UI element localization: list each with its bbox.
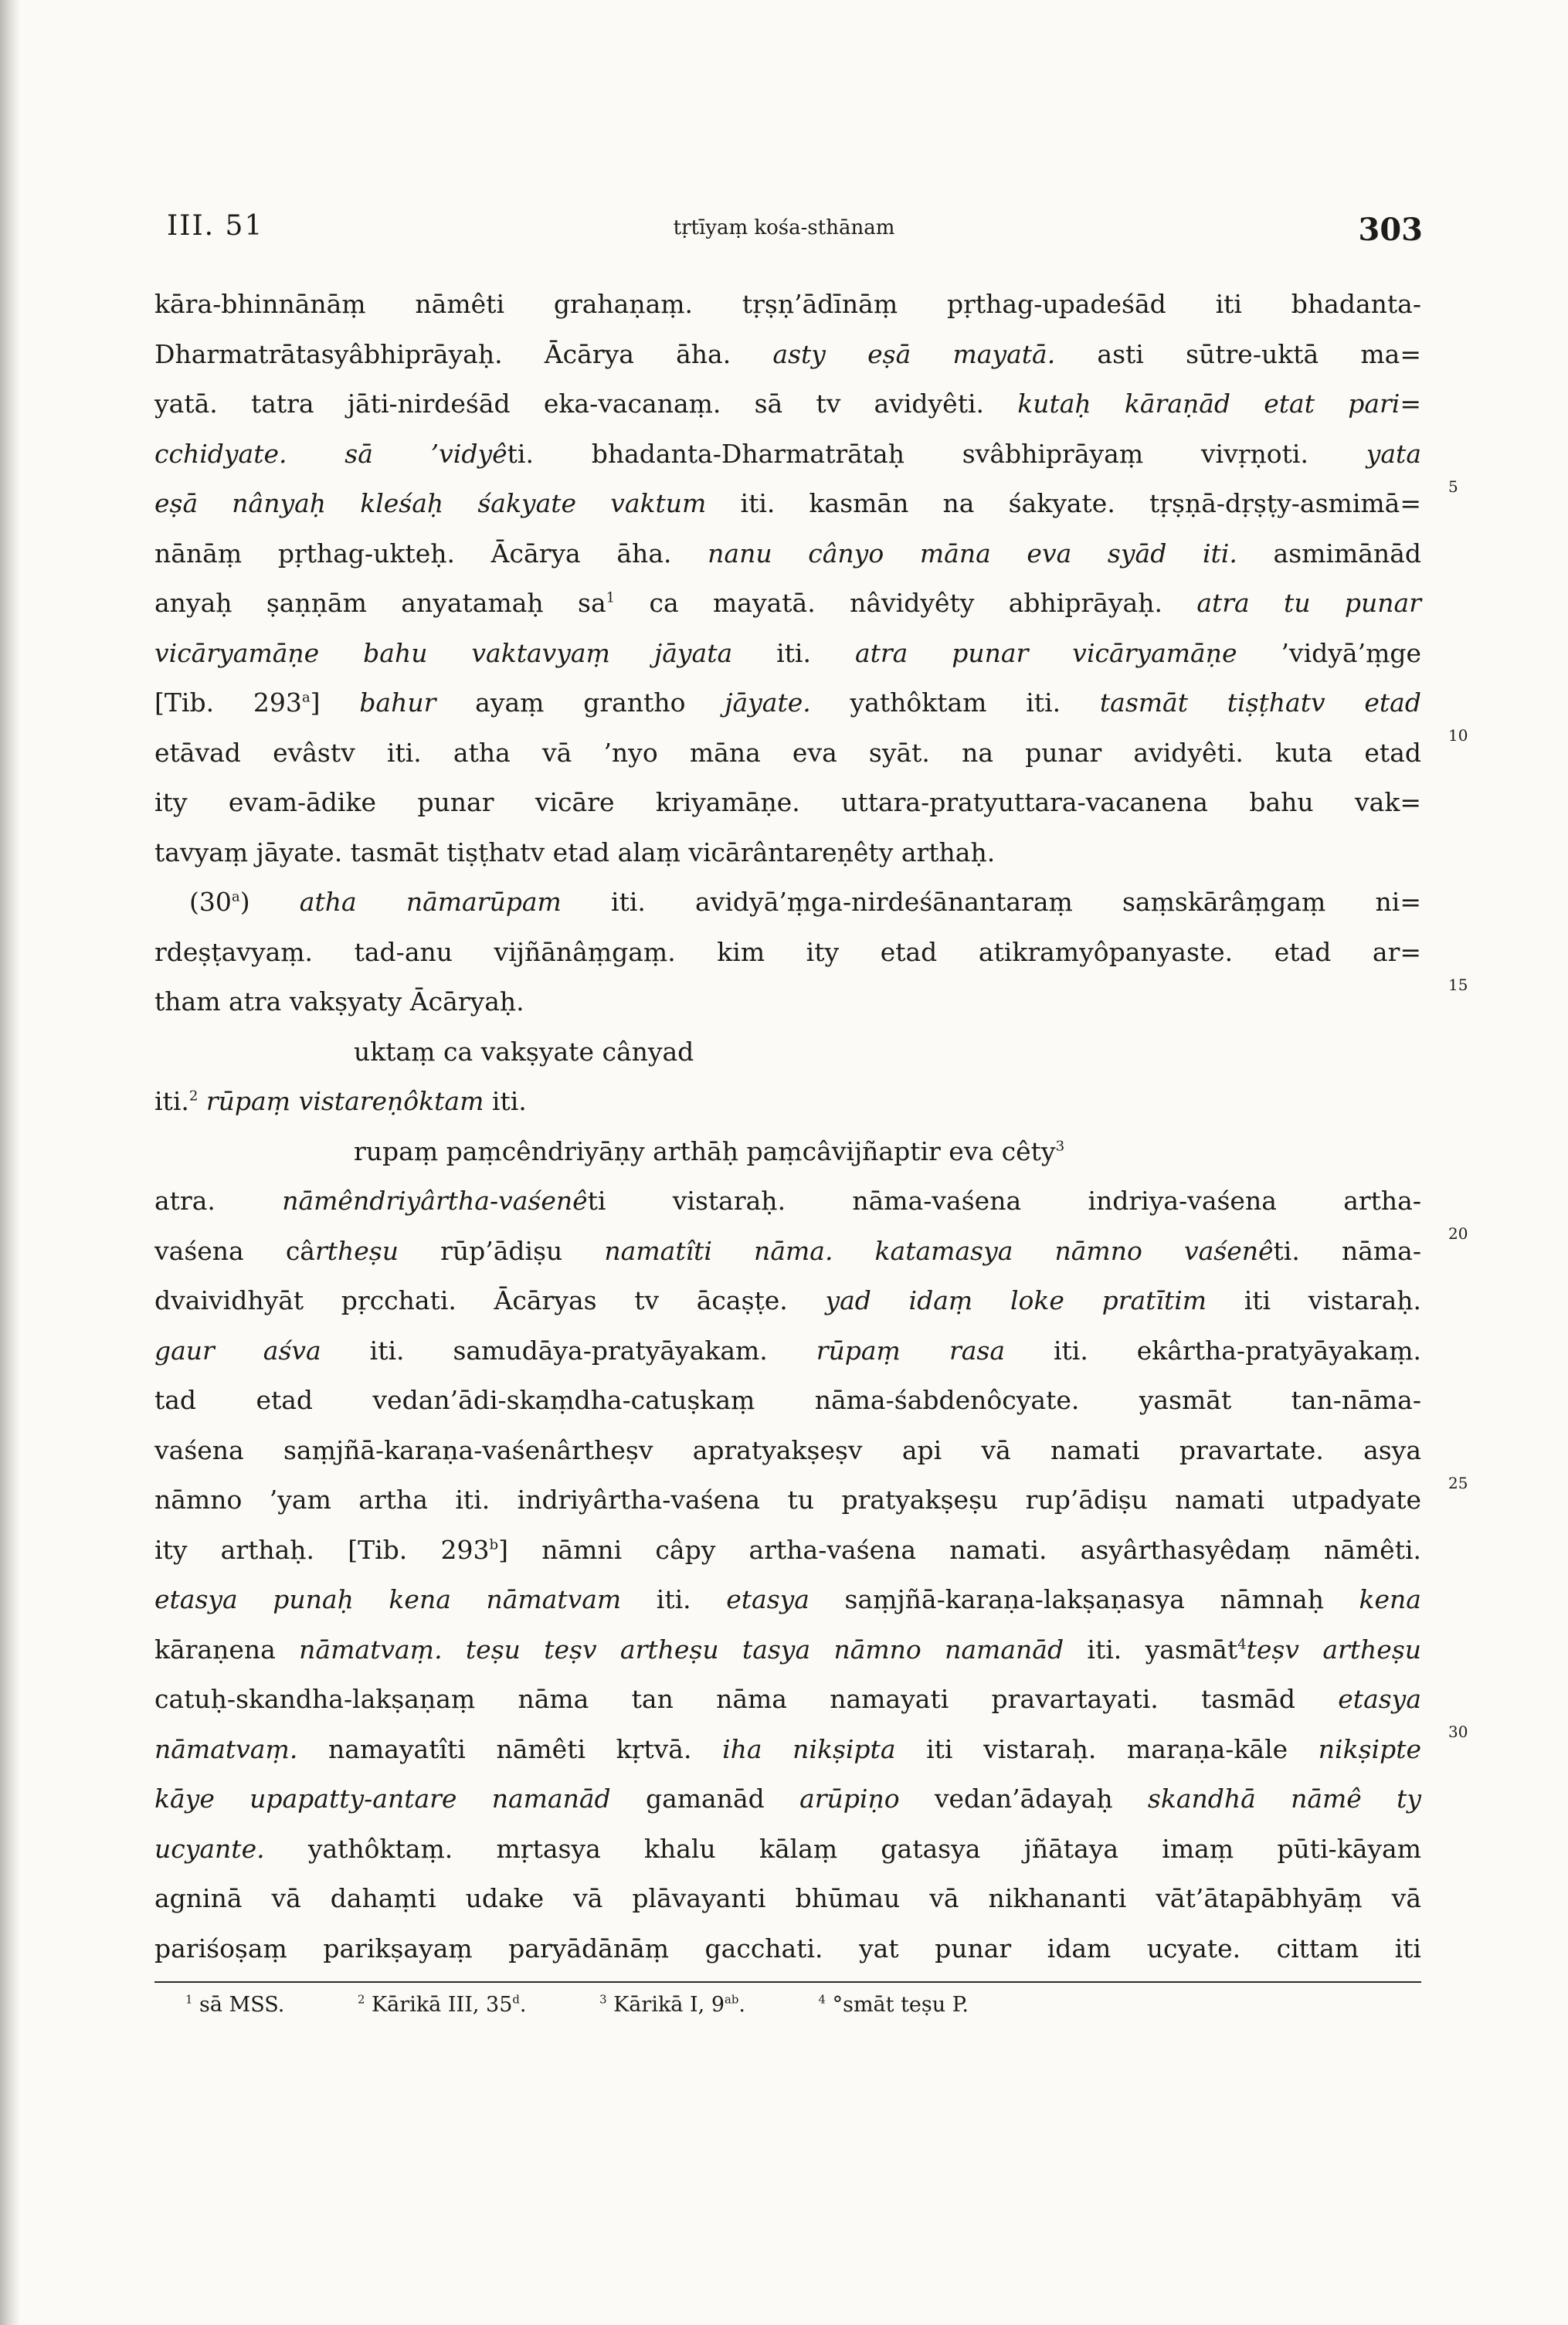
footnote-marker: a	[301, 689, 311, 706]
text-line	[154, 1824, 1421, 1875]
text-span: rūpaṃ vistareṇôktam	[205, 1086, 484, 1116]
text-line	[154, 1725, 1421, 1775]
text-span: vicāryamāṇe bahu vaktavyaṃ jāyata	[154, 637, 733, 668]
text-span: anyaḥ ṣaṇṇām anyatamaḥ sa	[154, 588, 606, 618]
running-title: tṛtīyaṃ kośa-sthānam	[673, 216, 895, 239]
text-span: iti.	[154, 1086, 189, 1116]
footnote-marker: 4	[1237, 1635, 1247, 1652]
text-line	[154, 280, 1421, 330]
text-span: saṃjñā-karaṇa-lakṣaṇasya nāmnaḥ	[809, 1584, 1359, 1614]
chapter-reference: III. 51	[167, 210, 264, 242]
text-span: vaśena câ	[154, 1235, 315, 1266]
text-span: atra.	[154, 1186, 283, 1216]
text-line	[154, 429, 1421, 480]
text-span: iti.	[732, 637, 855, 668]
text-span: (30	[189, 887, 232, 917]
text-span: kāra-bhinnānāṃ nāmêti grahaṇaṃ. tṛṣṇ’ādīnāṃ pṛthag-upadeśād iti bhadanta-	[154, 289, 1421, 319]
text-span: iti. ekârtha-pratyāyakaṃ.	[1005, 1335, 1421, 1366]
text-span: yathôktam iti.	[810, 687, 1100, 718]
page-number: 303	[1358, 212, 1423, 248]
footnote-1: $^1$ sā MSS.	[185, 1992, 285, 2017]
text-span: cchidyate. sā ’vidyê	[154, 438, 507, 469]
text-line	[154, 1475, 1421, 1526]
text-span: etasya punaḥ kena nāmatvam	[154, 1584, 622, 1614]
footnote-marker: 3	[1055, 1137, 1065, 1154]
text-line	[154, 529, 1421, 579]
text-line	[154, 678, 1421, 728]
text-line	[154, 1426, 1421, 1476]
text-line	[154, 1227, 1421, 1277]
text-span: iti. avidyā’ṃga-nirdeśānantaraṃ saṃskārâṃgaṃ ni=	[561, 887, 1421, 917]
text-line	[154, 778, 1421, 828]
text-span: iti vistaraḥ.	[1207, 1285, 1421, 1315]
text-line	[154, 1625, 1421, 1675]
line-number-15: 15	[1448, 976, 1468, 994]
text-line	[154, 579, 1421, 629]
footnote-4: $^4$ °smāt teṣu P.	[818, 1992, 969, 2017]
text-span: etasya	[1338, 1684, 1421, 1714]
text-span: nāmatvaṃ.	[154, 1733, 298, 1764]
text-span: yatā. tatra jāti-nirdeśād eka-vacanaṃ. sā tv avidyêti.	[154, 389, 1018, 419]
text-span: teṣv artheṣu	[1246, 1634, 1422, 1665]
text-span: kena	[1359, 1584, 1421, 1614]
text-line	[154, 1774, 1421, 1824]
footnote-marker: a	[231, 888, 240, 905]
footnote-marker: 1	[606, 589, 616, 606]
text-span: arūpiṇo	[799, 1784, 900, 1814]
text-span: asmimānād	[1237, 538, 1421, 569]
text-span: etāvad evâstv iti. atha vā ’nyo māna eva syāt. na punar avidyêti. kuta etad	[154, 737, 1421, 768]
footnote-marker: 2	[188, 1088, 199, 1105]
text-span: kutaḥ kāraṇād etat pari=	[1017, 389, 1421, 419]
text-line	[154, 928, 1421, 978]
footnote-3: $^3$ Kārikā I, $9^{ab}$.	[599, 1992, 745, 2017]
text-line	[154, 828, 1421, 878]
text-span: Dharmatrātasyâbhiprāyaḥ. Ācārya āha.	[154, 338, 773, 369]
text-line	[154, 1924, 1421, 1974]
main-text	[154, 280, 1421, 1974]
text-span: nikṣipte	[1318, 1733, 1421, 1764]
text-span: bahur	[359, 687, 436, 718]
text-span: ] nāmni câpy artha-vaśena namati. asyârthasyêdaṃ nāmêti.	[498, 1534, 1422, 1565]
text-span: pariśoṣaṃ parikṣayaṃ paryādānāṃ gacchati. yat punar idam ucyate. cittam iti	[154, 1933, 1421, 1964]
text-span: nāmno ’yam artha iti. indriyârtha-vaśena tu pratyakṣeṣu rup’ādiṣu namati utpadyate	[154, 1485, 1421, 1515]
text-span: asty eṣā mayatā.	[772, 338, 1056, 369]
text-span: iha nikṣipta	[722, 1733, 896, 1764]
text-span: vedan’ādayaḥ	[899, 1784, 1148, 1814]
text-span: rdeṣṭavyaṃ. tad-anu vijñānâṃgaṃ. kim ity etad atikramyôpanyaste. etad ar=	[154, 936, 1421, 967]
text-span: gaur aśva	[154, 1335, 321, 1366]
footnote-rule	[154, 1981, 1421, 1983]
text-span: catuḥ-skandha-lakṣaṇaṃ nāma tan nāma namayati pravartayati. tasmād	[154, 1684, 1339, 1714]
text-line	[154, 1675, 1421, 1725]
text-line	[154, 629, 1421, 679]
footnote-marker: b	[489, 1536, 499, 1553]
text-line	[154, 479, 1421, 529]
text-span: yad idaṃ loke pratītim	[825, 1285, 1207, 1315]
text-span: ayaṃ grantho	[436, 687, 725, 718]
text-span: rupaṃ paṃcêndriyāṇy arthāḥ paṃcâvijñaptir eva cêty	[354, 1135, 1056, 1166]
text-line	[154, 379, 1421, 429]
text-line	[154, 1276, 1421, 1326]
text-span: agninā vā dahaṃti udake vā plāvayanti bhūmau vā nikhananti vāt’ātapābhyāṃ vā	[154, 1883, 1421, 1913]
text-line	[154, 1376, 1421, 1426]
text-span: rūpaṃ rasa	[816, 1335, 1006, 1366]
text-span: nāmatvaṃ. teṣu teṣv artheṣu tasya nāmno namanād	[299, 1634, 1064, 1665]
line-number-30: 30	[1448, 1723, 1468, 1741]
text-line	[154, 1176, 1421, 1227]
text-span: [Tib. 293	[154, 687, 302, 718]
text-line	[154, 1526, 1421, 1576]
text-span: iti. samudāya-pratyāyakam.	[321, 1335, 816, 1366]
text-span	[198, 1086, 206, 1116]
text-span: )	[239, 887, 300, 917]
text-span: ti vistaraḥ. nāma-vaśena indriya-vaśena artha-	[587, 1186, 1421, 1216]
text-span: ti. bhadanta-Dharmatrātaḥ svâbhiprāyaṃ vivṛṇoti.	[507, 438, 1366, 469]
text-span: tasmāt tiṣṭhatv etad	[1099, 687, 1421, 718]
text-line	[154, 1874, 1421, 1924]
text-span: gamanād	[610, 1784, 800, 1814]
text-span: vaśena saṃjñā-karaṇa-vaśenârtheṣv apratyakṣeṣv api vā namati pravartate. asya	[154, 1434, 1421, 1465]
text-span: atha nāmarūpam	[299, 887, 562, 917]
text-line	[154, 1027, 1421, 1078]
text-span: tavyaṃ jāyate. tasmāt tiṣṭhatv etad alaṃ vicārântareṇêty arthaḥ.	[154, 837, 996, 867]
text-span: nāmêndriyârtha-vaśenê	[282, 1186, 588, 1216]
footnote-2: $^2$ Kārikā III, 35$^d$.	[357, 1992, 527, 2017]
text-span: tham atra vakṣyaty Ācāryaḥ.	[154, 986, 524, 1017]
text-span: yata	[1366, 438, 1421, 469]
line-number-10: 10	[1448, 726, 1468, 745]
text-span: yathôktaṃ. mṛtasya khalu kālaṃ gatasya jñātaya imaṃ pūti-kāyam	[264, 1833, 1421, 1864]
text-span: namayatîti nāmêti kṛtvā.	[297, 1733, 723, 1764]
text-span: ity evam-ādike punar vicāre kriyamāṇe. uttara-pratyuttara-vacanena bahu vak=	[154, 787, 1421, 817]
text-span: rtheṣu	[314, 1235, 399, 1266]
text-span: ]	[310, 687, 360, 718]
text-span: etasya	[726, 1584, 809, 1614]
text-span: ti. nāma-	[1273, 1235, 1421, 1266]
line-number-5: 5	[1448, 477, 1458, 496]
text-span: iti vistaraḥ. maraṇa-kāle	[895, 1733, 1319, 1764]
text-span: namatîti nāma. katamasya nāmno vaśenê	[604, 1235, 1274, 1266]
text-line	[154, 1077, 1421, 1127]
text-span: eṣā nânyaḥ kleśaḥ śakyate vaktum	[154, 488, 707, 518]
text-span: kāye upapatty-antare namanād	[154, 1784, 611, 1814]
text-span: rūp’ādiṣu	[399, 1235, 605, 1266]
text-span: kāraṇena	[154, 1634, 300, 1665]
text-line	[154, 877, 1421, 928]
text-span: nanu cânyo māna eva syād iti.	[708, 538, 1237, 569]
text-span: jāyate.	[725, 687, 811, 718]
text-line	[154, 1326, 1421, 1376]
text-line	[154, 728, 1421, 779]
text-line	[154, 1127, 1421, 1177]
text-span: skandhā nāmê ty	[1147, 1784, 1422, 1814]
line-number-25: 25	[1448, 1474, 1468, 1492]
text-span: iti.	[621, 1584, 727, 1614]
text-span: tad etad vedan’ādi-skaṃdha-catuṣkaṃ nāma-śabdenôcyate. yasmāt tan-nāma-	[154, 1385, 1421, 1415]
text-span: atra punar vicāryamāṇe	[854, 637, 1237, 668]
line-number-20: 20	[1448, 1224, 1468, 1243]
text-line	[154, 977, 1421, 1027]
text-line	[154, 1575, 1421, 1625]
text-span: nānāṃ pṛthag-ukteḥ. Ācārya āha.	[154, 538, 708, 569]
text-span: iti. kasmān na śakyate. tṛṣṇā-dṛṣṭy-asmimā=	[706, 488, 1421, 518]
text-span: dvaividhyāt pṛcchati. Ācāryas tv ācaṣṭe.	[154, 1285, 826, 1315]
text-span: ity arthaḥ. [Tib. 293	[154, 1534, 490, 1565]
text-span: iti.	[484, 1086, 527, 1116]
text-span: ucyante.	[154, 1833, 265, 1864]
text-span: iti. yasmāt	[1064, 1634, 1238, 1665]
text-span: atra tu punar	[1196, 588, 1421, 618]
text-span: asti sūtre-uktā ma=	[1055, 338, 1421, 369]
text-span: ca mayatā. nâvidyêty abhiprāyaḥ.	[615, 588, 1197, 618]
text-span: ’vidyā’ṃge	[1237, 637, 1422, 668]
footnotes	[185, 1993, 1035, 2017]
text-span: uktaṃ ca vakṣyate cânyad	[354, 1036, 694, 1067]
text-line	[154, 330, 1421, 380]
